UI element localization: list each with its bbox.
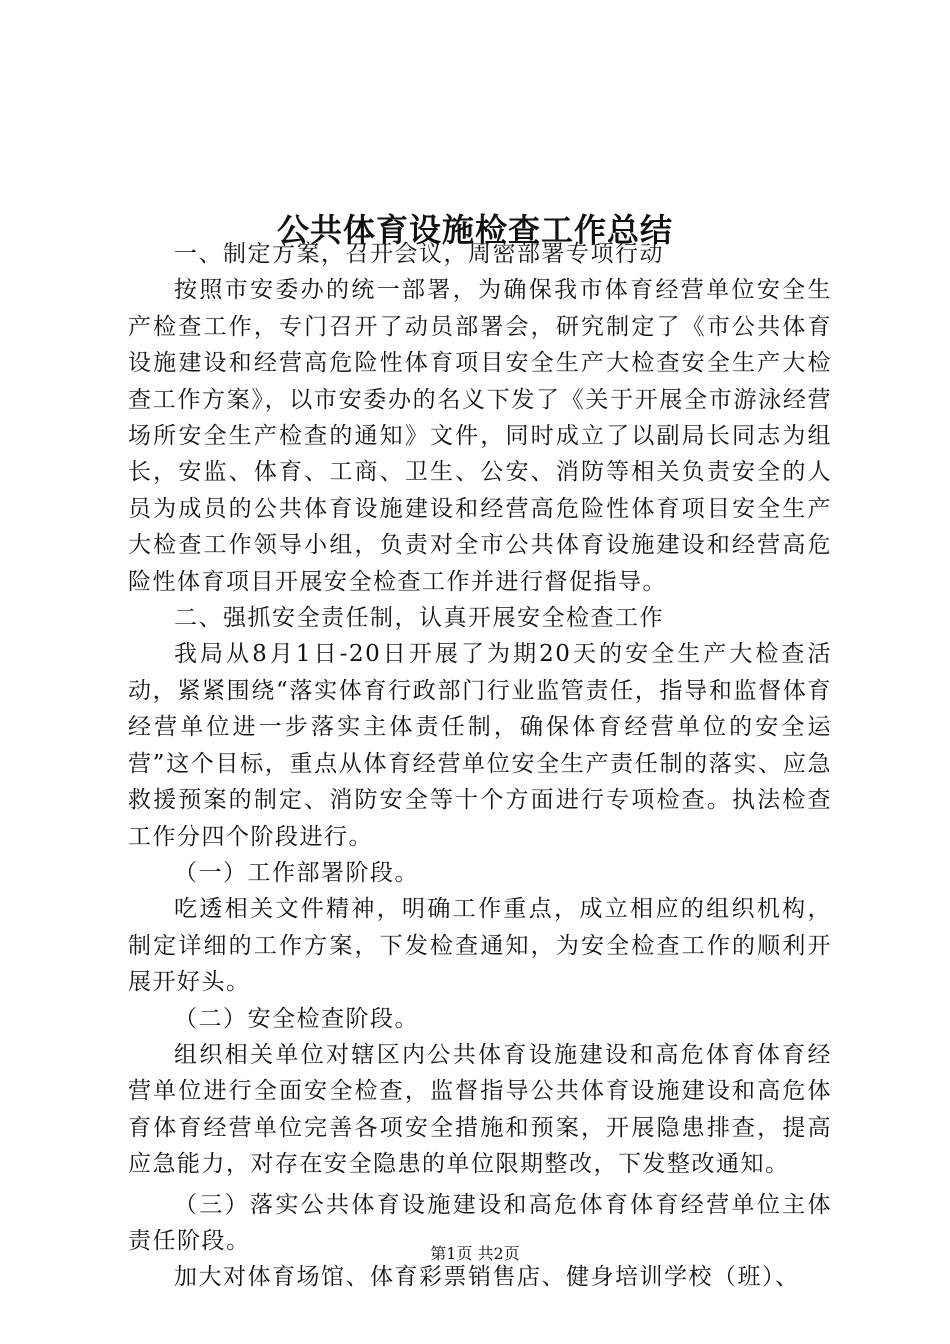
page-footer: 第1页 共2页 <box>430 1244 520 1263</box>
subsection-heading-1: （一）工作部署阶段。 <box>174 859 419 886</box>
document-body <box>128 236 832 1296</box>
paragraph: 组织相关单位对辖区内公共体育设施建设和高危体育体育经营单位进行全面安全检查，监督指导公共体育设施建设和高危体育体育经营单位完善各项安全措施和预案，开展隐患排查，提高应急能力，对存在安全隐患的单位限期整改，下发整改通知。 <box>128 1041 832 1178</box>
document-title: 公共体育设施检查工作总结 <box>276 211 673 250</box>
paragraph: 按照市安委办的统一部署，为确保我市体育经营单位安全生产检查工作，专门召开了动员部署会，研究制定了《市公共体育设施建设和经营高危险性体育项目安全生产大检查安全生产大检查工作方案》，以市安委办的名义下发了《关于开展全市游泳经营场所安全生产检查的通知》文件，同时成立了以副局长同志为组长，安监、体育、工商、卫生、公安、消防等相关负责安全的人员为成员的公共体育设施建设和经营高危险性体育项目安全生产大检查工作领导小组，负责对全市公共体育设施建设和经营高危险性体育项目开展安全检查工作并进行督促指导。 <box>128 277 832 595</box>
subsection-heading-3: （三）落实公共体育设施建设和高危体育体育经营单位主体责任阶段。 <box>128 1191 832 1254</box>
section-heading-2: 二、强抓安全责任制，认真开展安全检查工作 <box>174 605 664 632</box>
paragraph: 吃透相关文件精神，明确工作重点，成立相应的组织机构，制定详细的工作方案，下发检查通知，为安全检查工作的顺利开展开好头。 <box>128 896 832 996</box>
section-heading-1: 一、制定方案，召开会议，周密部署专项行动 <box>174 241 664 267</box>
paragraph: 我局从8月1日-20日开展了为期20天的安全生产大检查活动，紧紧围绕“落实体育行政部门行业监管责任，指导和监督体育经营单位进一步落实主体责任制，确保体育经营单位的安全运营”这个目标，重点从体育经营单位安全生产责任制的落实、应急救援预案的制定、消防安全等十个方面进行专项检查。执法检查工作分四个阶段进行。 <box>128 641 832 850</box>
subsection-heading-2: （二）安全检查阶段。 <box>174 1005 419 1032</box>
paragraph: 加大对体育场馆、体育彩票销售店、健身培训学校（班）、 <box>174 1264 800 1291</box>
